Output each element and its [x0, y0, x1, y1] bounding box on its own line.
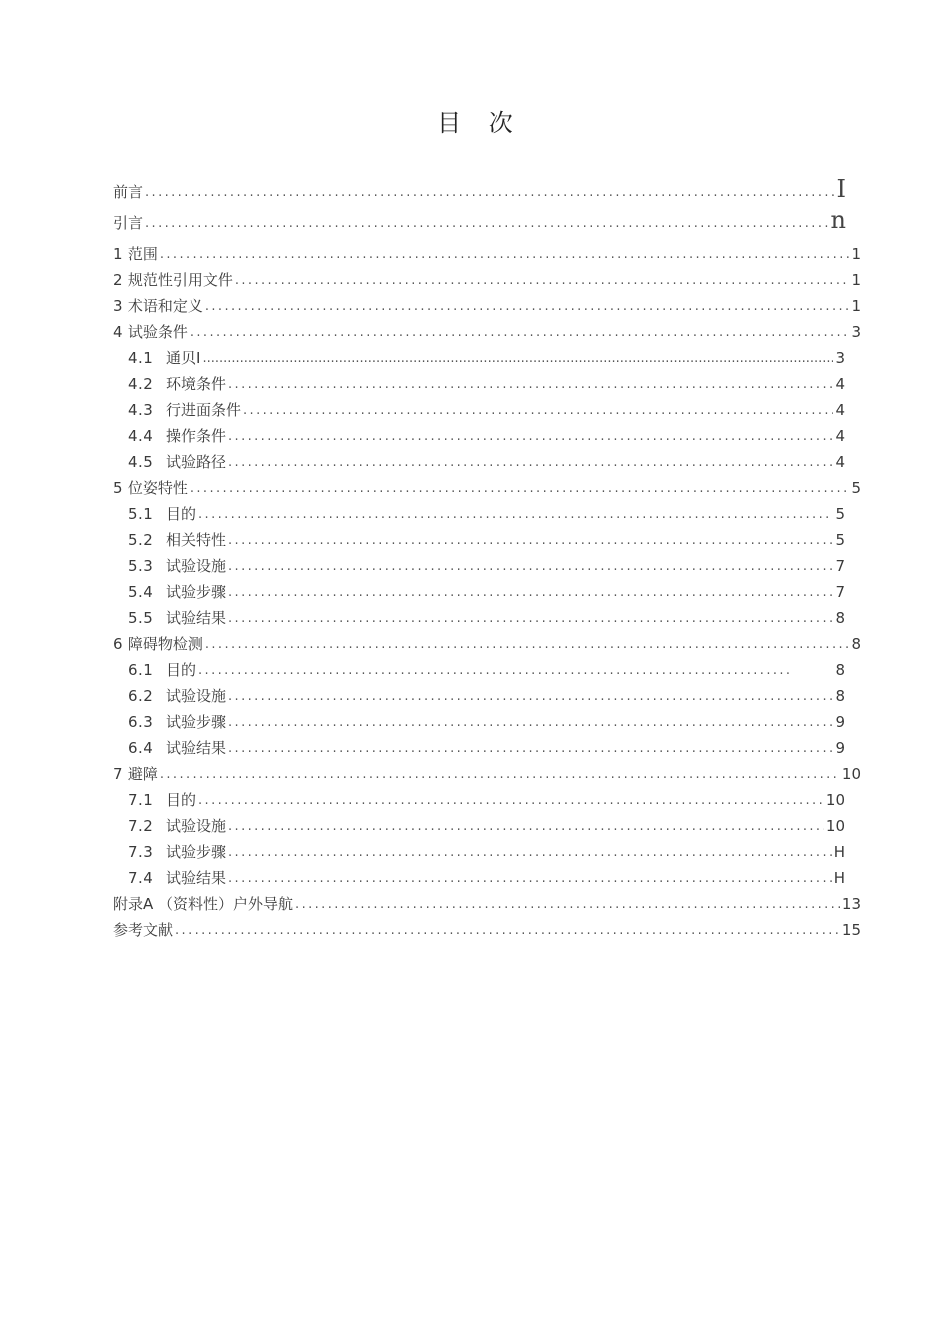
- dot-leader: [228, 559, 833, 575]
- dot-leader: [228, 741, 833, 757]
- toc-page-number: 4: [835, 401, 845, 419]
- toc-label: 通贝I: [166, 349, 201, 367]
- toc-page-number: 3: [835, 349, 845, 367]
- toc-entry-s7-1[interactable]: [128, 787, 845, 809]
- toc-label: 相关特性: [166, 531, 227, 549]
- toc-label: 试验设施: [166, 557, 227, 575]
- toc-entry-s6-3[interactable]: [128, 709, 845, 731]
- toc-label: 试验条件: [127, 323, 188, 341]
- toc-label: 附录A （资料性）户外导航: [113, 895, 294, 913]
- dot-leader: [160, 767, 840, 783]
- dot-leader: [198, 507, 833, 523]
- dot-leader: [228, 715, 833, 731]
- toc-section-number: 5.4: [128, 583, 154, 601]
- toc-page-number: n: [830, 210, 846, 232]
- toc-page-number: 1: [851, 297, 861, 315]
- toc-label: 目的: [166, 661, 197, 679]
- toc-page-number: 8: [851, 635, 861, 653]
- toc-entry-s7[interactable]: [113, 761, 861, 783]
- toc-entry-s6-2[interactable]: [128, 683, 845, 705]
- toc-page-number: 7: [835, 583, 845, 601]
- page-title: 目 次: [437, 109, 523, 137]
- toc-page-number: 10: [825, 791, 845, 809]
- toc-label: 范围: [127, 245, 158, 263]
- toc-label: 操作条件: [166, 427, 227, 445]
- dot-leader: [190, 481, 850, 497]
- toc-section-number: 6.3: [128, 713, 154, 731]
- dot-leader: [228, 377, 833, 393]
- dot-leader: [198, 793, 824, 809]
- dot-leader: [228, 871, 832, 887]
- toc-entry-annex-a[interactable]: [113, 891, 861, 913]
- toc-entry-s6-1[interactable]: [128, 657, 845, 679]
- toc-label: 环境条件: [166, 375, 227, 393]
- toc-page-number: 15: [841, 921, 861, 939]
- dot-leader: [295, 897, 840, 913]
- dot-leader: [228, 689, 833, 705]
- toc-entry-s5[interactable]: [113, 475, 861, 497]
- toc-section-number: 5: [113, 479, 124, 497]
- toc-page-number: 8: [835, 609, 845, 627]
- toc-page-number: 9: [835, 739, 845, 757]
- toc-page-number: 4: [835, 427, 845, 445]
- toc-section-number: 6.1: [128, 661, 154, 679]
- toc-label: 试验设施: [166, 687, 227, 705]
- toc-entry-s6-4[interactable]: [128, 735, 845, 757]
- dot-leader: [228, 455, 833, 471]
- dot-leader: [190, 325, 850, 341]
- toc-entry-s7-4[interactable]: [128, 865, 845, 887]
- toc-label: 试验结果: [166, 739, 227, 757]
- dot-leader: [235, 273, 850, 289]
- dot-leader: [202, 351, 833, 367]
- toc-page-number: 10: [825, 817, 845, 835]
- toc-entry-intro[interactable]: [113, 210, 846, 232]
- toc-label: 避障: [127, 765, 158, 783]
- toc-page-number: 10: [841, 765, 861, 783]
- toc-section-number: 7.3: [128, 843, 154, 861]
- toc-section-number: 6.2: [128, 687, 154, 705]
- toc-section-number: 5.3: [128, 557, 154, 575]
- toc-section-number: 6.4: [128, 739, 154, 757]
- toc-label: 术语和定义: [127, 297, 203, 315]
- toc-entry-s4[interactable]: [113, 319, 861, 341]
- toc-entry-s5-3[interactable]: [128, 553, 845, 575]
- toc-section-number: 4.4: [128, 427, 154, 445]
- toc-page-number: 9: [835, 713, 845, 731]
- toc-page-number: 7: [835, 557, 845, 575]
- toc-page-number: H: [833, 843, 845, 861]
- toc-section-number: 5.2: [128, 531, 154, 549]
- toc-label: 引言: [113, 214, 144, 232]
- toc-entry-s5-5[interactable]: [128, 605, 845, 627]
- toc-page-number: 8: [835, 687, 845, 705]
- dot-leader: [228, 611, 833, 627]
- toc-label: 试验步骤: [166, 713, 227, 731]
- dot-leader: [160, 247, 850, 263]
- toc-entry-s5-2[interactable]: [128, 527, 845, 549]
- toc-entry-preface[interactable]: [113, 179, 846, 201]
- toc-label: 位姿特性: [127, 479, 188, 497]
- toc-section-number: 5.5: [128, 609, 154, 627]
- toc-page-number: I: [836, 179, 846, 201]
- dot-leader: [205, 299, 850, 315]
- toc-entry-s4-3[interactable]: [128, 397, 845, 419]
- toc-page-number: 8: [835, 661, 845, 679]
- dot-leader: [205, 637, 850, 653]
- dot-leader: [198, 663, 793, 679]
- toc-label: 目的: [166, 791, 197, 809]
- toc-page-number: 5: [835, 531, 845, 549]
- toc-section-number: 7.4: [128, 869, 154, 887]
- toc-label: 试验结果: [166, 869, 227, 887]
- toc-entry-s4-1[interactable]: [128, 345, 845, 367]
- toc-entry-s6[interactable]: [113, 631, 861, 653]
- dot-leader: [228, 533, 833, 549]
- toc-page-number: 4: [835, 375, 845, 393]
- toc-page-number: 5: [851, 479, 861, 497]
- toc-section-number: 4.3: [128, 401, 154, 419]
- toc-entry-s4-2[interactable]: [128, 371, 845, 393]
- toc-label: 障碍物检测: [127, 635, 203, 653]
- toc-label: 前言: [113, 183, 144, 201]
- toc-entry-s3[interactable]: [113, 293, 861, 315]
- toc-section-number: 4.1: [128, 349, 154, 367]
- toc-label: 行进面条件: [166, 401, 242, 419]
- toc-entry-s4-5[interactable]: [128, 449, 845, 471]
- dot-leader: [243, 403, 833, 419]
- toc-section-number: 4: [113, 323, 124, 341]
- toc-page-number: 4: [835, 453, 845, 471]
- toc-section-number: 4.5: [128, 453, 154, 471]
- toc-label: 试验设施: [166, 817, 227, 835]
- toc-entry-s7-2[interactable]: [128, 813, 845, 835]
- dot-leader: [145, 216, 829, 232]
- toc-entry-s5-1[interactable]: [128, 501, 845, 523]
- toc-entry-s7-3[interactable]: [128, 839, 845, 861]
- toc-page-number: 5: [835, 505, 845, 523]
- toc-page-number: 3: [851, 323, 861, 341]
- toc-label: 试验路径: [166, 453, 227, 471]
- toc-label: 试验结果: [166, 609, 227, 627]
- dot-leader: [228, 585, 833, 601]
- toc-entry-s2[interactable]: [113, 267, 861, 289]
- toc-label: 参考文献: [113, 921, 174, 939]
- toc-section-number: 4.2: [128, 375, 154, 393]
- toc-label: 试验步骤: [166, 583, 227, 601]
- dot-leader: [175, 923, 840, 939]
- toc-section-number: 6: [113, 635, 124, 653]
- toc-page-number: 1: [851, 271, 861, 289]
- dot-leader: [145, 185, 835, 201]
- toc-page-number: H: [833, 869, 845, 887]
- toc-section-number: 7: [113, 765, 124, 783]
- toc-page-number: 13: [841, 895, 861, 913]
- toc-entry-s5-4[interactable]: [128, 579, 845, 601]
- toc-section-number: 5.1: [128, 505, 154, 523]
- toc-page-number: 1: [851, 245, 861, 263]
- toc-section-number: 1: [113, 245, 124, 263]
- toc-entry-references[interactable]: [113, 917, 861, 939]
- toc-label: 规范性引用文件: [127, 271, 233, 289]
- toc-section-number: 7.2: [128, 817, 154, 835]
- toc-entry-s1[interactable]: [113, 241, 861, 263]
- dot-leader: [228, 429, 833, 445]
- toc-entry-s4-4[interactable]: [128, 423, 845, 445]
- toc-label: 目的: [166, 505, 197, 523]
- toc-section-number: 2: [113, 271, 124, 289]
- toc-section-number: 3: [113, 297, 124, 315]
- toc-section-number: 7.1: [128, 791, 154, 809]
- dot-leader: [228, 845, 832, 861]
- toc-label: 试验步骤: [166, 843, 227, 861]
- dot-leader: [228, 819, 824, 835]
